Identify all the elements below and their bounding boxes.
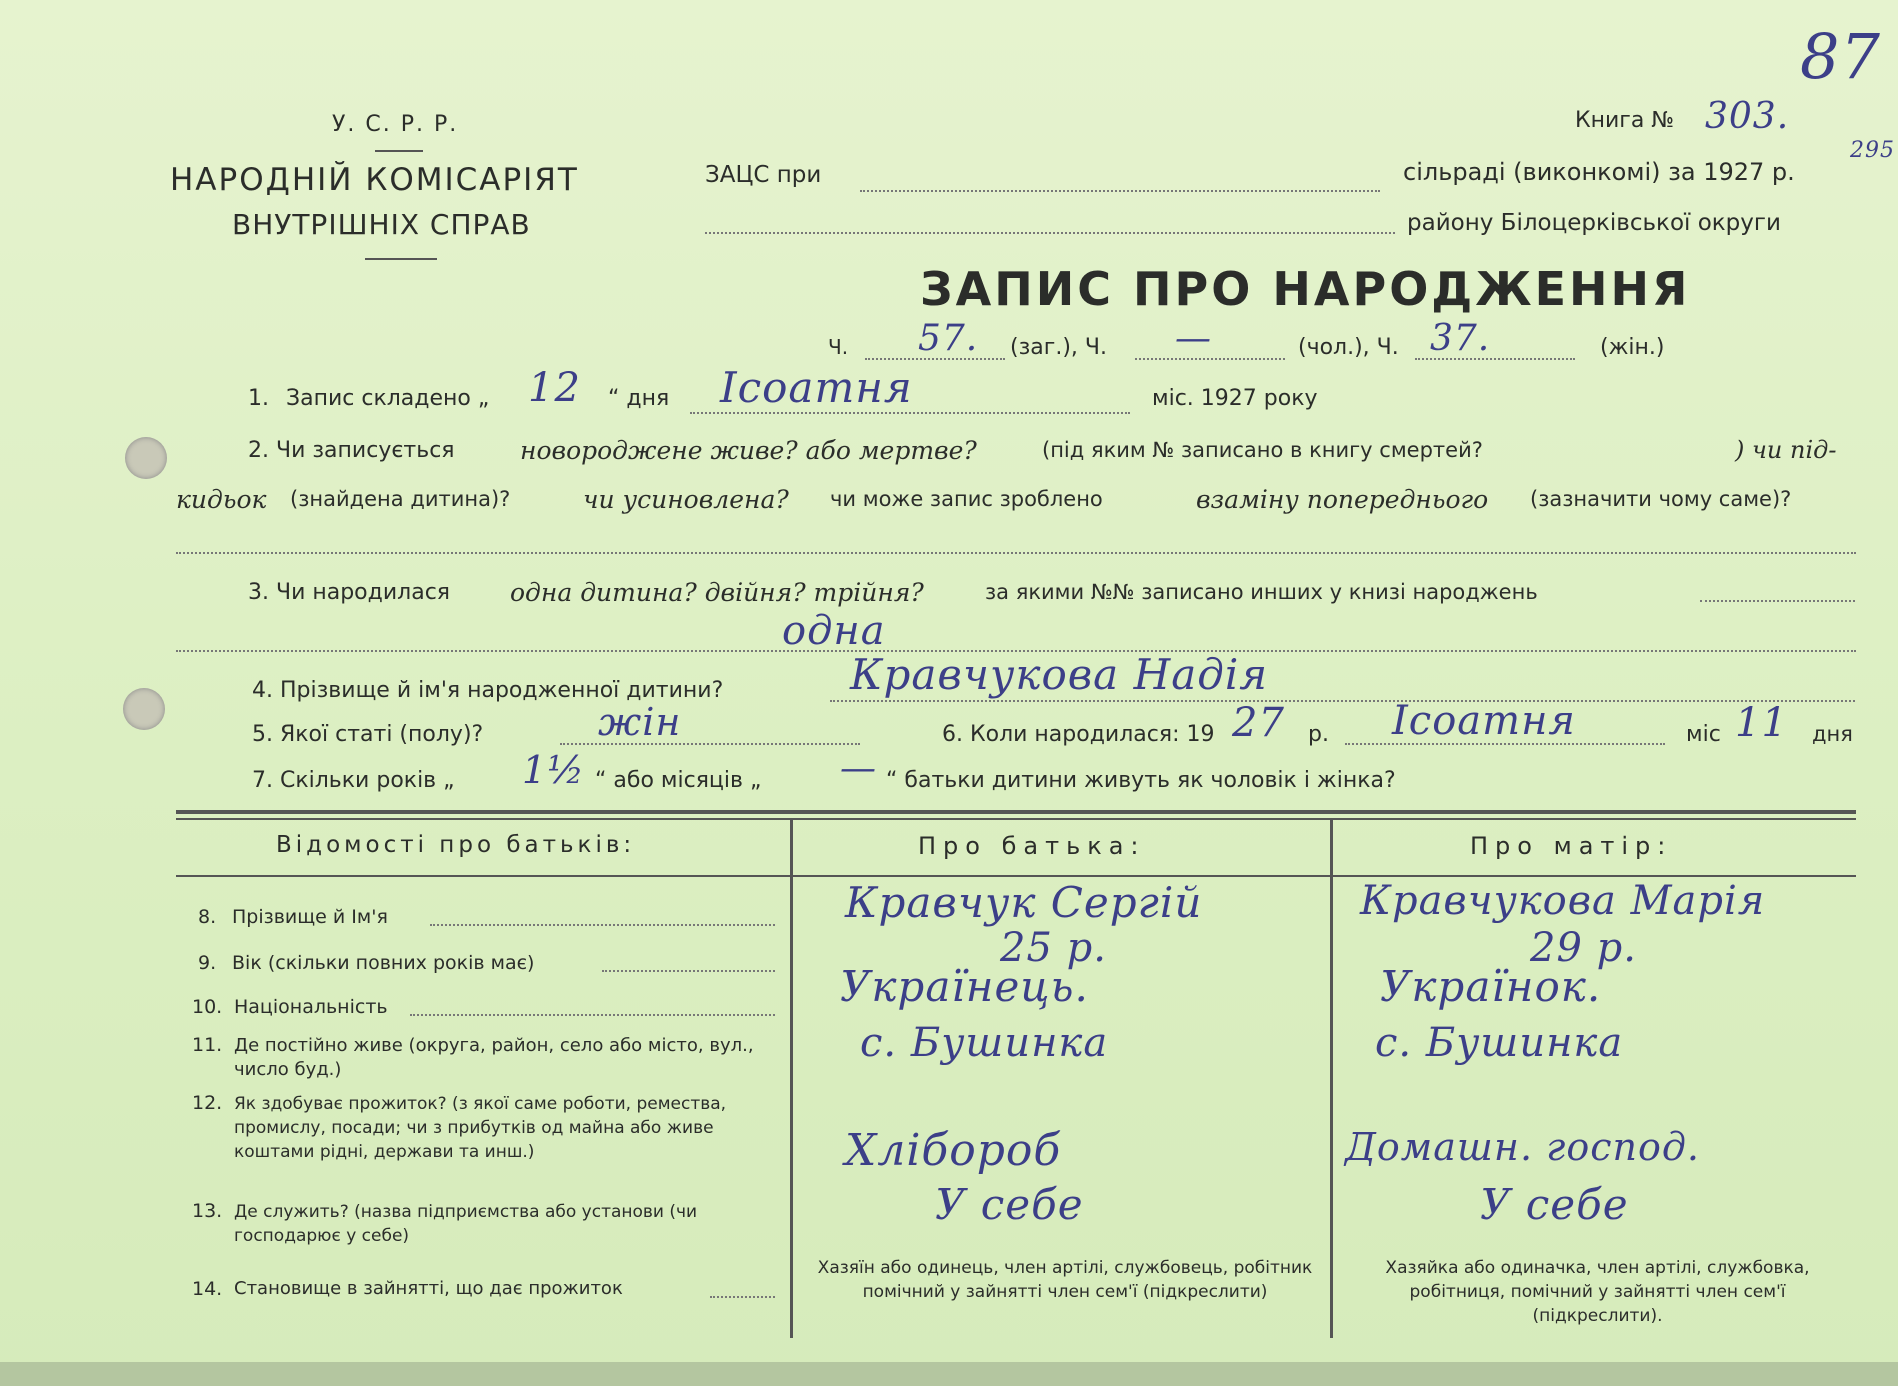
- q2-line2-f: (зазначити чому саме)?: [1530, 487, 1792, 511]
- female-label: (жін.): [1600, 335, 1665, 360]
- q3-answer: одна: [782, 608, 886, 654]
- q1-text-c: міс. 1927 року: [1152, 386, 1318, 411]
- dotted-line: [1345, 743, 1665, 745]
- dotted-line: [860, 190, 1380, 192]
- row-num: 14.: [192, 1278, 223, 1300]
- row-num: 12.: [192, 1092, 223, 1114]
- page-shadow: [0, 1362, 1898, 1386]
- q2-line2-c: чи усиновлена?: [583, 485, 789, 514]
- q6-text-c: міс: [1686, 722, 1721, 747]
- dotted-line: [705, 232, 1395, 234]
- punch-hole: [125, 437, 167, 479]
- village-council-label: сільраді (виконкомі) за 1927 р.: [1403, 158, 1795, 186]
- row-label: Як здобуває прожиток? (з якої саме роботи, ремества, промислу, посади; чи з прибутків од майна або живе коштами рідні, держави та инш.): [234, 1094, 727, 1162]
- column-divider: [1330, 818, 1333, 1338]
- dotted-line: [865, 358, 1005, 360]
- q5-text: 5. Якої статі (полу)?: [252, 722, 484, 747]
- book-label: Книга №: [1575, 108, 1675, 133]
- mother-nationality: Українок.: [1380, 962, 1602, 1011]
- q6-text-a: 6. Коли народилася: 19: [942, 722, 1215, 747]
- row-label: Становище в зайнятті, що дає прожиток: [234, 1278, 623, 1299]
- row-num: 8.: [198, 906, 217, 928]
- dotted-line: [602, 970, 775, 972]
- row-num: 9.: [198, 952, 217, 974]
- mother-residence: с. Бушинка: [1375, 1020, 1624, 1066]
- mother-age: 29 р.: [1530, 925, 1637, 971]
- q6-day: 11: [1735, 700, 1788, 746]
- q1-text-a: Запис складено „: [286, 386, 490, 411]
- q4-answer: Кравчукова Надія: [850, 650, 1269, 699]
- q6-text-b: р.: [1308, 722, 1329, 747]
- q7-text-b: “ або місяців „: [595, 768, 762, 793]
- column-divider: [790, 818, 793, 1338]
- mother-name: Кравчукова Марія: [1360, 878, 1766, 924]
- row-num: 11.: [192, 1034, 223, 1056]
- dotted-line: [430, 924, 775, 926]
- book-number: 303.: [1705, 96, 1790, 137]
- male-number: —: [1175, 318, 1212, 359]
- row-label: Де постійно живе (округа, район, село або місто, вул., число буд.): [234, 1035, 754, 1080]
- q7-years: 1½: [522, 748, 586, 792]
- row-label: Національність: [234, 996, 388, 1018]
- row-label: Прізвище й Ім'я: [232, 906, 388, 928]
- row-label: Де служить? (назва підприємства або установи (чи господарює у себе): [234, 1202, 698, 1246]
- dotted-line: [560, 743, 860, 745]
- q3-text-a: 3. Чи народилася: [248, 580, 451, 605]
- ussr-label: У. С. Р. Р.: [332, 112, 459, 137]
- father-age: 25 р.: [1000, 925, 1107, 971]
- total-number: 57.: [918, 318, 979, 359]
- q6-month: Ісоатня: [1392, 698, 1576, 744]
- q2-line2-a: кидьок: [176, 485, 267, 514]
- mother-occupation: Домашн. господ.: [1345, 1125, 1700, 1169]
- col-header-father: Про батька:: [918, 832, 1146, 860]
- dotted-line: [1700, 600, 1855, 602]
- q2-line2-d: чи може запис зроблено: [830, 487, 1103, 511]
- q2-line1-a: 2. Чи записується: [248, 438, 455, 463]
- q1-num: 1.: [248, 386, 269, 411]
- dotted-line: [176, 552, 1856, 554]
- q2-line1-b: новороджене живе? або мертве?: [520, 436, 977, 465]
- q2-line1-d: ) чи під-: [1735, 436, 1837, 464]
- q1-text-b: “ дня: [608, 386, 670, 411]
- mother-workplace: У себе: [1480, 1180, 1629, 1229]
- page-title: ЗАПИС ПРО НАРОДЖЕННЯ: [920, 262, 1691, 316]
- table-top-border: [176, 818, 1856, 820]
- q1-month: Ісоатня: [720, 363, 913, 412]
- q4-text: 4. Прізвище й ім'я народженної дитини?: [252, 678, 724, 703]
- father-occupation: Хлібороб: [845, 1125, 1062, 1176]
- q2-line1-c: (під яким № записано в книгу смертей?: [1042, 438, 1483, 462]
- row-num: 13.: [192, 1200, 223, 1222]
- dotted-line: [1135, 358, 1285, 360]
- dotted-line: [710, 1296, 775, 1298]
- father-workplace: У себе: [935, 1180, 1084, 1229]
- father-employment-status: Хазяїн або одинець, член артілі, службовець, робітник помічний у зайнятті член сем'ї (підкреслити): [817, 1258, 1313, 1302]
- father-nationality: Українець.: [840, 962, 1089, 1011]
- female-number: 37.: [1430, 318, 1491, 359]
- q2-line2-b: (знайдена дитина)?: [290, 487, 511, 511]
- male-label: (чол.), Ч.: [1298, 335, 1399, 360]
- q7-text-c: “ батьки дитини живуть як чоловік і жінка?: [886, 768, 1396, 793]
- father-name: Кравчук Сергій: [845, 878, 1203, 927]
- q7-text-a: 7. Скільки років „: [252, 768, 455, 793]
- q6-year: 27: [1232, 700, 1285, 746]
- father-residence: с. Бушинка: [860, 1020, 1109, 1066]
- mother-employment-status: Хазяйка або одиначка, член артілі, службовка, робітниця, помічний у зайнятті член сем'ї (підкреслити).: [1385, 1258, 1810, 1326]
- row-label: Вік (скільки повних років має): [232, 952, 535, 974]
- q3-text-b: одна дитина? двійня? трійня?: [510, 578, 924, 607]
- commissariat-line2: ВНУТРІШНІХ СПРАВ: [232, 208, 531, 241]
- dotted-line: [830, 700, 1855, 702]
- divider: [375, 150, 423, 152]
- commissariat-line1: НАРОДНІЙ КОМІСАРІЯТ: [170, 162, 579, 198]
- margin-number: 295: [1850, 138, 1895, 163]
- divider: [365, 258, 437, 260]
- table-header-border: [176, 875, 1856, 877]
- col-header-info: Відомості про батьків:: [276, 832, 636, 858]
- q2-line2-e: взаміну попереднього: [1196, 485, 1489, 514]
- district-label: району Білоцерківської округи: [1407, 210, 1781, 236]
- q1-day: 12: [528, 365, 581, 411]
- punch-hole: [123, 688, 165, 730]
- number-label: Ч.: [828, 335, 849, 359]
- sheet-number: 87: [1800, 20, 1881, 93]
- dotted-line: [690, 412, 1130, 414]
- q3-text-c: за якими №№ записано инших у книзі народжень: [985, 580, 1538, 604]
- dotted-line: [1415, 358, 1575, 360]
- zags-label: ЗАЦС при: [705, 162, 822, 188]
- table-top-border: [176, 810, 1856, 814]
- total-label: (заг.), Ч.: [1010, 335, 1107, 360]
- row-num: 10.: [192, 996, 223, 1018]
- q6-text-d: дня: [1812, 722, 1853, 746]
- q7-months: —: [840, 748, 877, 789]
- col-header-mother: Про матір:: [1470, 832, 1673, 860]
- dotted-line: [410, 1014, 775, 1016]
- q5-answer: жін: [598, 700, 682, 744]
